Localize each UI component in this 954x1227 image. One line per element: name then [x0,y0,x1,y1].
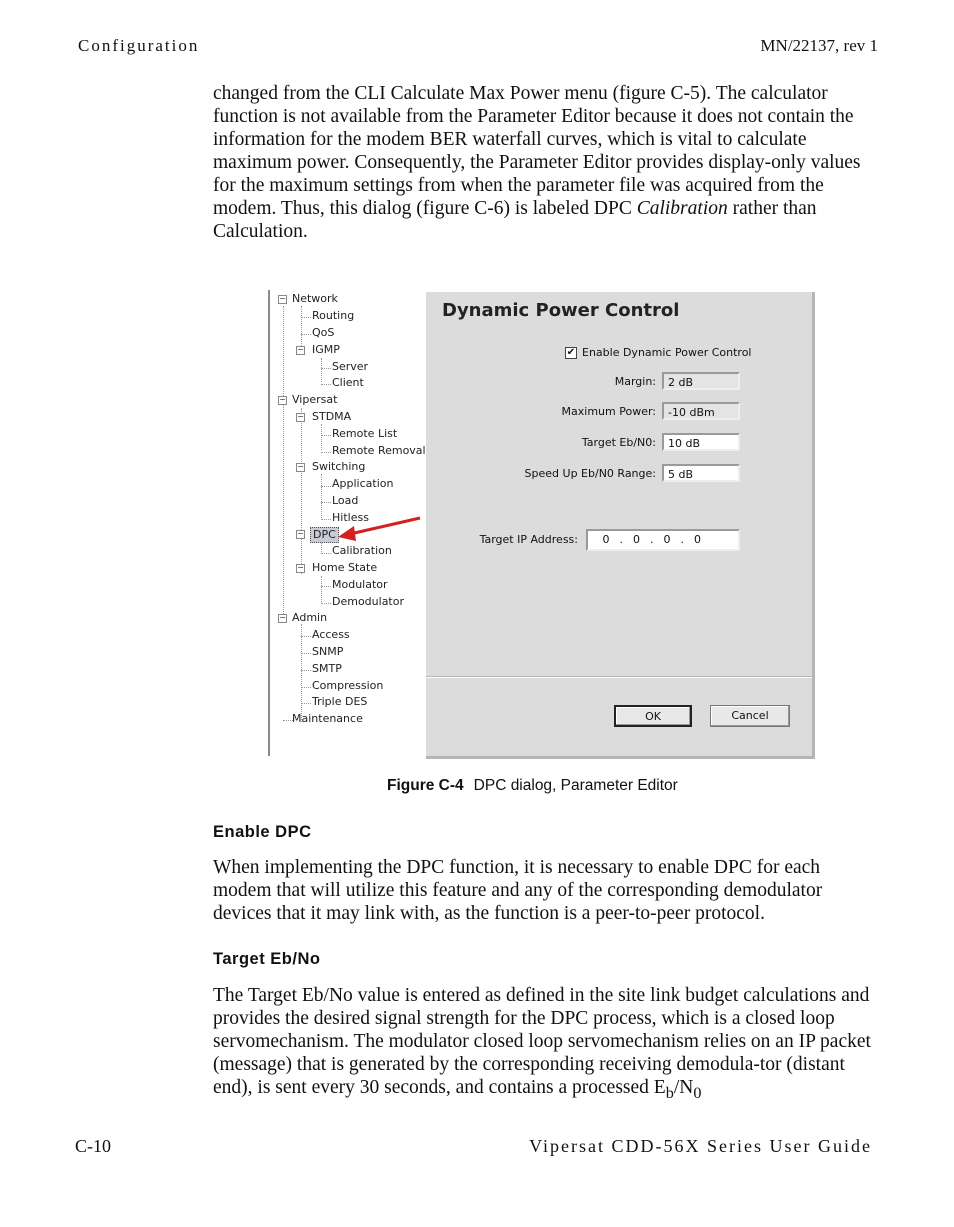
tree-item-switching[interactable]: Switching [312,460,366,473]
p3-subscript-b: b [665,1083,674,1102]
p3-subscript-0: 0 [693,1083,702,1102]
tree-item-maintenance[interactable]: Maintenance [292,712,363,725]
tree-item-igmp[interactable]: IGMP [312,343,340,356]
arrow-head [338,526,356,541]
target-ip-label: Target IP Address: [479,533,578,546]
figure-label: Figure C-4 [387,777,464,794]
max-power-label: Maximum Power: [561,405,656,418]
tree-item-vipersat[interactable]: Vipersat [292,393,338,406]
tree-item-dpc[interactable]: DPC [310,527,339,543]
arrow-shaft [350,518,420,534]
tree-item-load[interactable]: Load [332,494,359,507]
tree-item-calibration[interactable]: Calibration [332,544,392,557]
p1-text-a: changed from the CLI Calculate Max Power menu (figure C-5). The calculator function is not available from the Parameter Editor because it does not contain the information for the modem BER waterfall curves, which is vital to calculate maximum power. Consequently, the Parameter Editor provides display-only values for the maximum settings from when the parameter file was acquired from the modem. Thus, this dialog (figure C-6) is labeled DPC [213,83,861,219]
ok-button[interactable]: OK [614,705,692,727]
ip-octet-3: 0 [663,533,671,546]
margin-label: Margin: [614,375,656,388]
dpc-dialog-screenshot [268,290,816,758]
tree-item-remote-removal[interactable]: Remote Removal [332,444,426,457]
collapse-icon[interactable]: − [297,563,304,572]
tree-item-modulator[interactable]: Modulator [332,578,388,591]
tree-item-stdma[interactable]: STDMA [312,410,352,423]
tree-item-server[interactable]: Server [332,360,369,373]
tree-item-network[interactable]: Network [292,292,338,305]
tree-item-snmp[interactable]: SNMP [312,645,344,658]
p3-text: The Target Eb/No value is entered as defined in the site link budget calculations and provides the desired signal strength for the DPC process, which is a closed loop servomechanism. The modulator closed loop servomechanism relies on an IP packet (message) that is generated by the corresponding receiving demodula-tor (distant end), is sent every 30 seconds, and contains a processed E [213,985,871,1098]
dialog-title: Dynamic Power Control [442,300,680,321]
target-ebno-label: Target Eb/N0: [581,436,656,449]
figure-caption [387,777,678,795]
figure-caption-text: DPC dialog, Parameter Editor [473,777,678,794]
ip-octet-2: 0 [633,533,640,546]
speedup-ebno-label: Speed Up Eb/N0 Range: [524,467,656,480]
collapse-icon[interactable]: − [297,345,304,354]
red-arrow-annotation [268,290,816,758]
heading-enable-dpc: Enable DPC [213,823,312,841]
target-ebno-paragraph [213,984,883,1105]
tree-item-triple-des[interactable]: Triple DES [312,695,368,708]
collapse-icon[interactable]: − [297,462,304,471]
collapse-icon[interactable]: − [297,412,304,421]
margin-field: 2 dB [662,372,740,390]
collapse-icon[interactable]: − [279,613,286,622]
enable-dpc-paragraph [213,856,883,925]
p2-text: When implementing the DPC function, it is necessary to enable DPC for each modem that will utilize this feature and any of the corresponding demodulator devices that it may link with, as the function is a peer-to-peer protocol. [213,857,823,924]
tree-item-qos[interactable]: QoS [312,326,335,339]
intro-paragraph [213,82,883,243]
heading-target-ebno: Target Eb/No [213,950,321,968]
tree-item-smtp[interactable]: SMTP [312,662,342,675]
enable-dpc-label: Enable Dynamic Power Control [582,346,752,359]
running-header-right: MN/22137, rev 1 [760,36,878,55]
target-ip-input[interactable]: 0 . 0 . 0 . 0 [586,529,740,551]
tree-item-admin[interactable]: Admin [292,611,328,624]
cancel-button[interactable]: Cancel [710,705,790,727]
tree-item-remote-list[interactable]: Remote List [332,427,398,440]
enable-dpc-checkbox[interactable]: ✔ [566,347,576,358]
tree-item-demodulator[interactable]: Demodulator [332,595,404,608]
p1-italic: Calibration [636,198,728,219]
target-ebno-input[interactable]: 10 dB [662,433,740,451]
tree-item-compression[interactable]: Compression [312,679,384,692]
tree-item-client[interactable]: Client [332,376,364,389]
running-header-left: Configuration [78,36,200,55]
max-power-field: -10 dBm [662,402,740,420]
ip-octet-1: 0 [602,533,610,546]
page-number: C-10 [75,1136,111,1156]
tree-item-home-state[interactable]: Home State [312,561,378,574]
p3-text-mid: /N [673,1077,694,1098]
tree-item-access[interactable]: Access [312,628,350,641]
tree-item-application[interactable]: Application [332,477,394,490]
collapse-icon[interactable]: − [279,294,286,303]
p1-text-b: rather than Calculation. [213,198,817,242]
collapse-icon[interactable]: − [279,395,286,404]
tree-item-routing[interactable]: Routing [312,309,355,322]
running-footer-title: Vipersat CDD-56X Series User Guide [529,1136,872,1156]
tree-item-hitless[interactable]: Hitless [332,511,369,524]
speedup-ebno-input[interactable]: 5 dB [662,464,740,482]
ip-octet-4: 0 [694,533,701,546]
collapse-icon[interactable]: − [297,529,304,538]
